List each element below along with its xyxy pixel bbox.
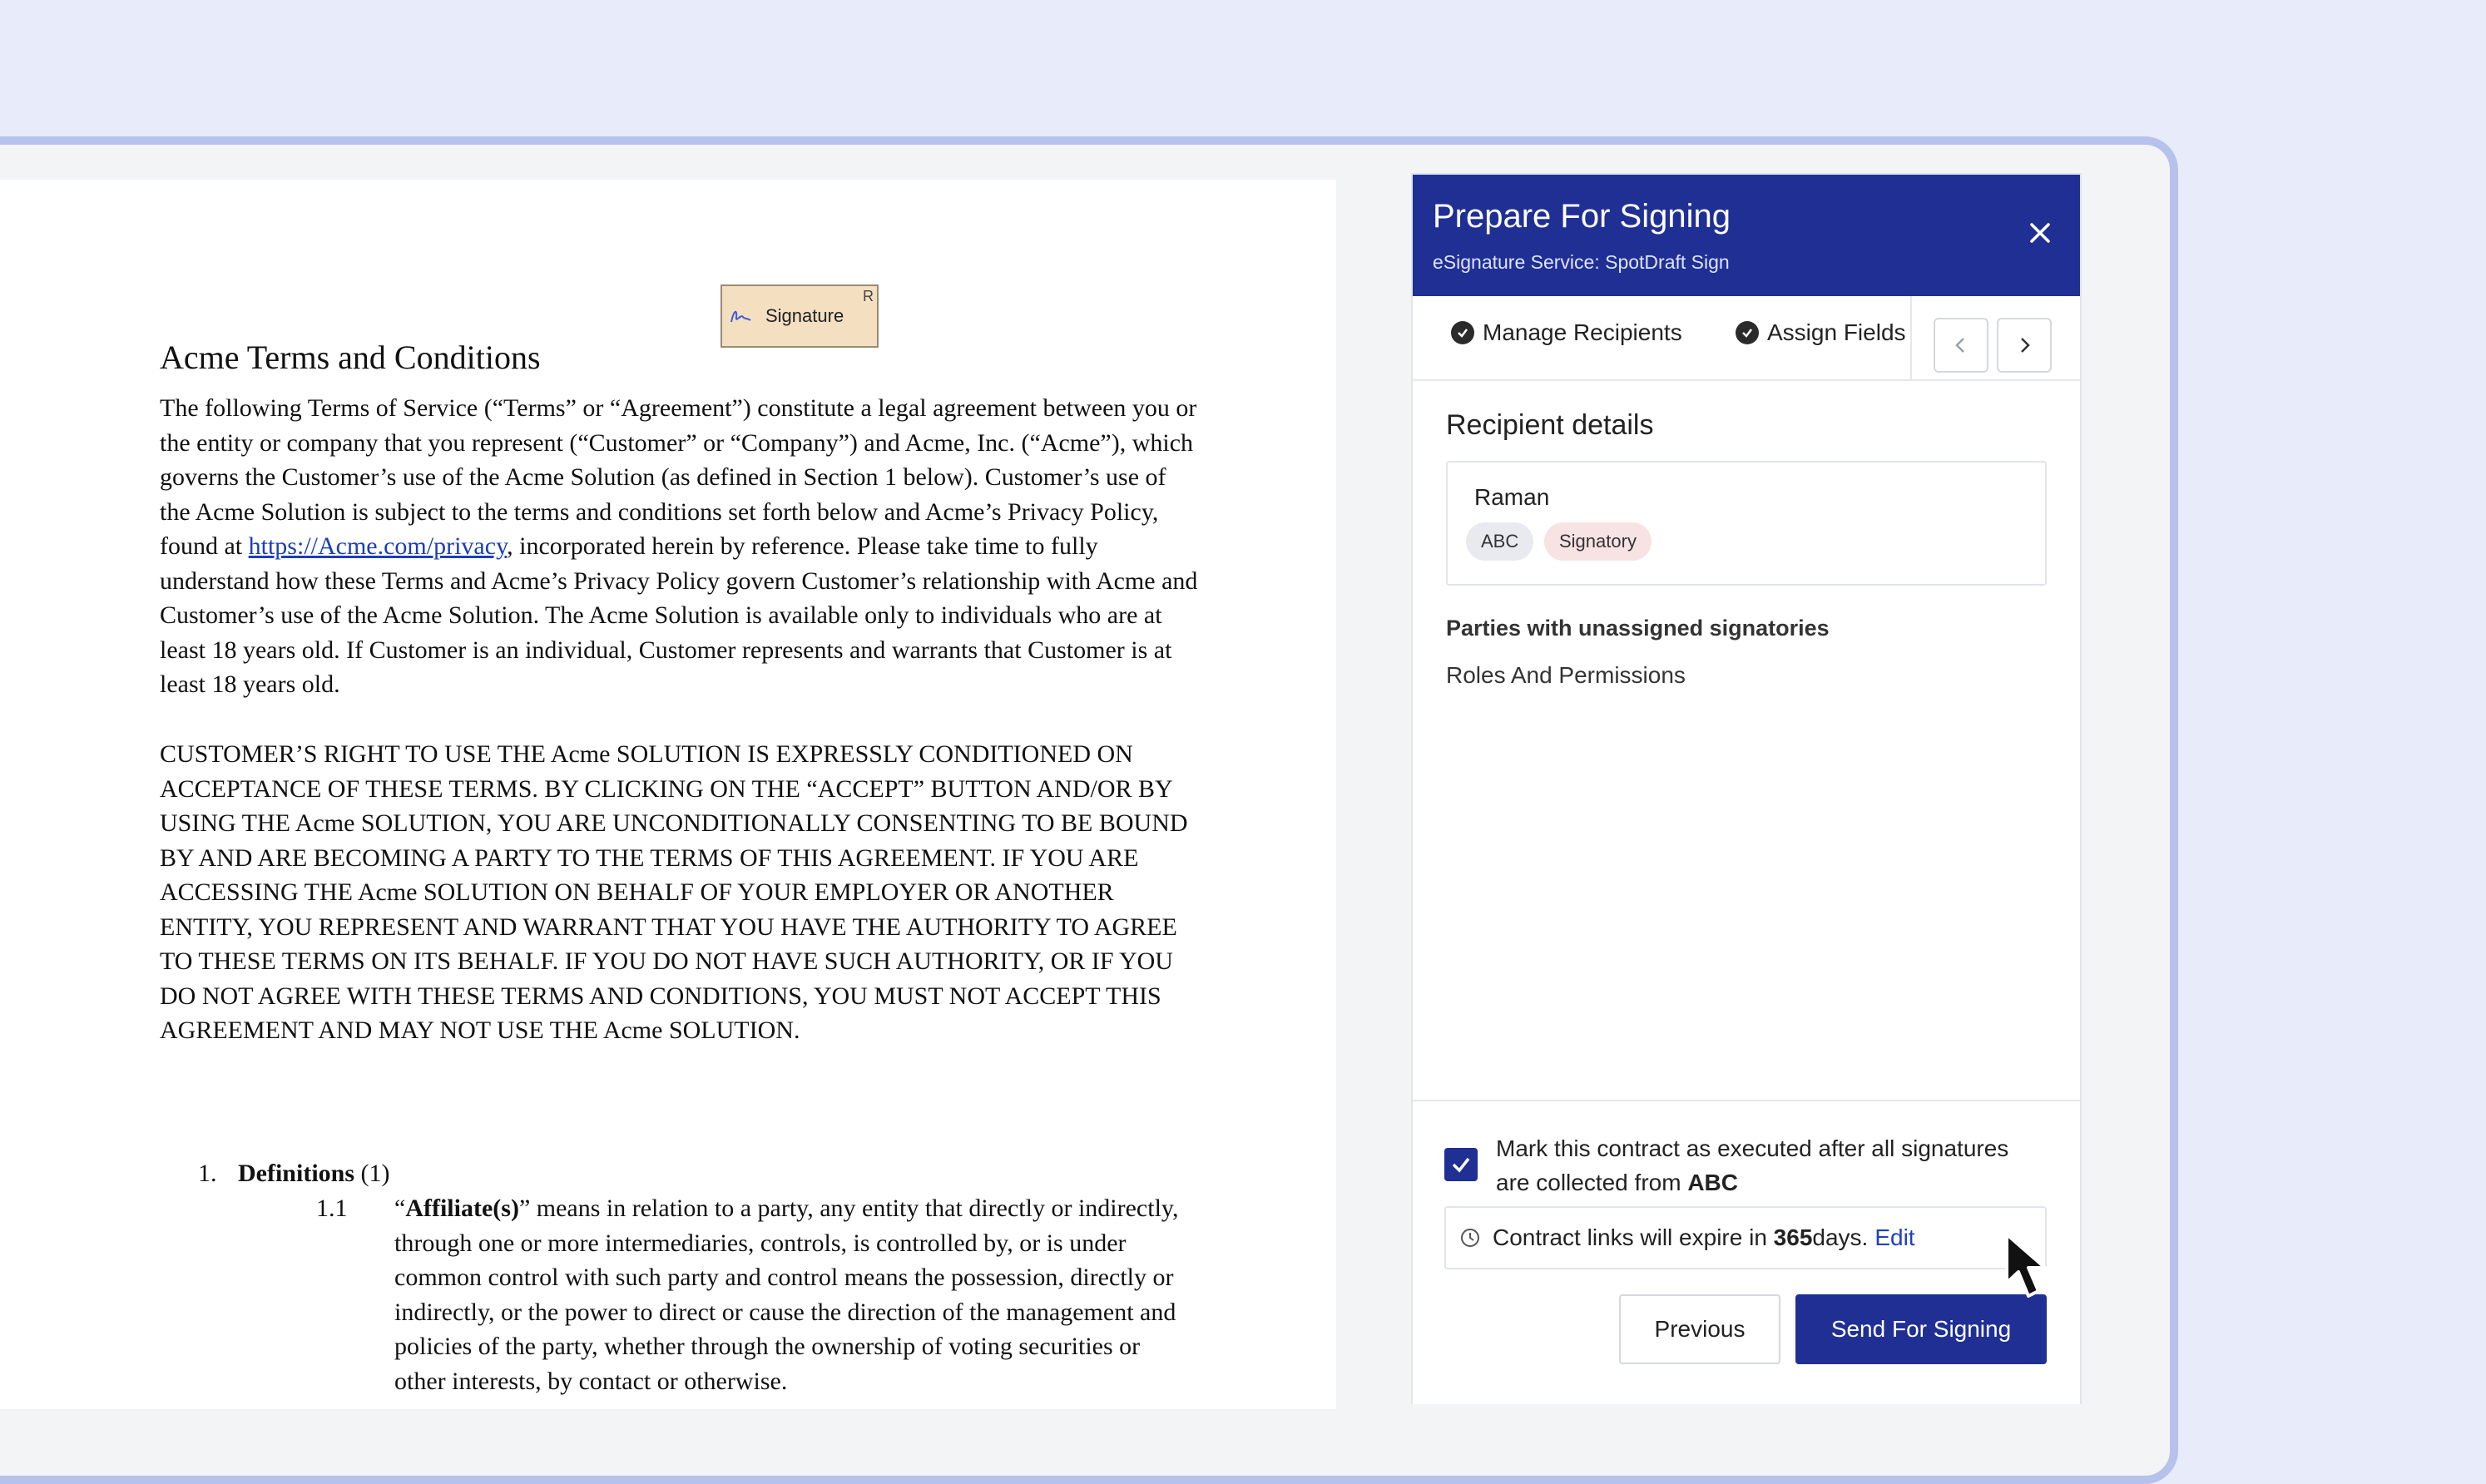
app-window	[0, 136, 2178, 1484]
intro-text-start: The following Terms of Service (“Terms” or “Agreement”) constitute a legal agreement between you or the entity or company that you represent (“Customer” or “Company”) and Acme, Inc. (“Acme”), which governs the Customer’s use of the Acme Solution (as defined in Section 1 below). Customer’s use of the Acme Solution is subject to the terms and conditions set forth below and Acme’s Privacy Policy, found at	[160, 394, 1197, 560]
document-viewer[interactable]	[0, 180, 1336, 1409]
send-for-signing-button[interactable]: Send For Signing	[1795, 1294, 2047, 1364]
expiry-prefix: Contract links will expire in	[1493, 1224, 1767, 1250]
tab-assign-fields[interactable]	[1736, 319, 1910, 346]
expiry-suffix: days.	[1812, 1224, 1869, 1250]
previous-button[interactable]: Previous	[1619, 1294, 1780, 1364]
check-circle-icon	[1736, 321, 1759, 344]
mark-executed-label	[1496, 1131, 2012, 1200]
panel-header	[1413, 175, 2080, 296]
mark-executed-text: Mark this contract as executed after all signatures are collected from	[1496, 1135, 2009, 1195]
signature-field-marker: R	[863, 288, 874, 304]
close-icon	[2028, 221, 2052, 245]
link-expiry-notice	[1444, 1206, 2047, 1269]
recipient-card[interactable]	[1446, 461, 2047, 586]
close-button[interactable]	[2025, 218, 2055, 248]
definition-text	[394, 1191, 1193, 1398]
tab-label: Assign Fields	[1767, 319, 1906, 345]
expiry-days: 365	[1773, 1224, 1813, 1250]
privacy-link[interactable]: https://Acme.com/privacy	[248, 532, 508, 560]
definitions-heading	[198, 1156, 390, 1191]
party-badge: ABC	[1466, 522, 1533, 561]
tabs-next-button[interactable]	[1997, 318, 2052, 373]
signature-field-label: Signature	[765, 305, 844, 326]
check-circle-icon	[1451, 321, 1474, 344]
signature-field[interactable]	[721, 284, 879, 348]
unassigned-item: Roles And Permissions	[1446, 662, 1686, 688]
definitions-number: 1.	[198, 1160, 217, 1187]
chevron-right-icon	[2015, 336, 2033, 354]
tab-label: Manage Recipients	[1483, 319, 1682, 345]
definitions-heading-text: Definitions	[238, 1160, 355, 1187]
definition-term: Affiliate(s)	[405, 1195, 519, 1222]
unassigned-title: Parties with unassigned signatories	[1446, 616, 1830, 641]
definition-quote-open: “	[394, 1195, 406, 1222]
panel-footer	[1413, 1100, 2080, 1404]
mark-executed-party: ABC	[1687, 1170, 1738, 1195]
role-badge: Signatory	[1544, 522, 1652, 561]
definition-body: ” means in relation to a party, any entity that directly or indirectly, through one or more intermediaries, controls, is controlled by, or is under common control with such party and control means the possession, directly or indirectly, or the power to direct or cause the direction of the management and policies of the party, whether through the ownership of voting securities or other interests, by contact or otherwise.	[394, 1195, 1179, 1395]
clock-icon	[1459, 1227, 1481, 1249]
document-title: Acme Terms and Conditions	[160, 339, 541, 376]
recipient-details-title: Recipient details	[1446, 409, 1654, 441]
mouse-cursor-icon	[2002, 1231, 2068, 1306]
tab-manage-recipients[interactable]	[1451, 319, 1682, 346]
intro-text-end: , incorporated herein by reference. Please take time to fully understand how these Terms and Acme’s Privacy Policy govern Customer’s relationship with Acme and Customer’s use of the Acme Solution. The Acme Solution is available only to individuals who are at least 18 years old. If Customer is an individual, Customer represents and warrants that Customer is at least 18 years old.	[160, 532, 1198, 698]
caps-paragraph: CUSTOMER’S RIGHT TO USE THE Acme SOLUTION IS EXPRESSLY CONDITIONED ON ACCEPTANCE OF THESE TERMS. BY CLICKING ON THE “ACCEPT” BUTTON AND/OR BY USING THE Acme SOLUTION, YOU ARE UNCONDITIONALLY CONSENTING TO BE BOUND BY AND ARE BECOMING A PARTY TO THE TERMS OF THIS AGREEMENT. IF YOU ARE ACCESSING THE Acme SOLUTION ON BEHALF OF YOUR EMPLOYER OR ANOTHER ENTITY, YOU REPRESENT AND WARRANT THAT YOU HAVE THE AUTHORITY TO AGREE TO THESE TERMS ON ITS BEHALF. IF YOU DO NOT HAVE SUCH AUTHORITY, OR IF YOU DO NOT AGREE WITH THESE TERMS AND CONDITIONS, YOU MUST NOT ACCEPT THIS AGREEMENT AND MAY NOT USE THE Acme SOLUTION.	[160, 740, 1188, 1044]
prepare-signing-panel	[1411, 173, 2082, 1404]
step-tabs	[1413, 296, 2080, 381]
panel-subtitle: eSignature Service: SpotDraft Sign	[1433, 251, 1730, 273]
recipient-name: Raman	[1474, 484, 1550, 510]
checkmark-icon	[1450, 1154, 1472, 1175]
intro-paragraph	[160, 391, 1200, 702]
signature-pen-icon	[729, 305, 754, 327]
chevron-left-icon	[1952, 336, 1970, 354]
tabs-divider	[1910, 296, 1912, 379]
definitions-suffix: (1)	[354, 1160, 390, 1187]
mark-executed-checkbox[interactable]	[1444, 1148, 1478, 1181]
panel-title: Prepare For Signing	[1433, 198, 1731, 235]
edit-expiry-link[interactable]: Edit	[1874, 1224, 1915, 1250]
tabs-prev-button[interactable]	[1934, 318, 1988, 373]
definition-number: 1.1	[316, 1195, 348, 1222]
